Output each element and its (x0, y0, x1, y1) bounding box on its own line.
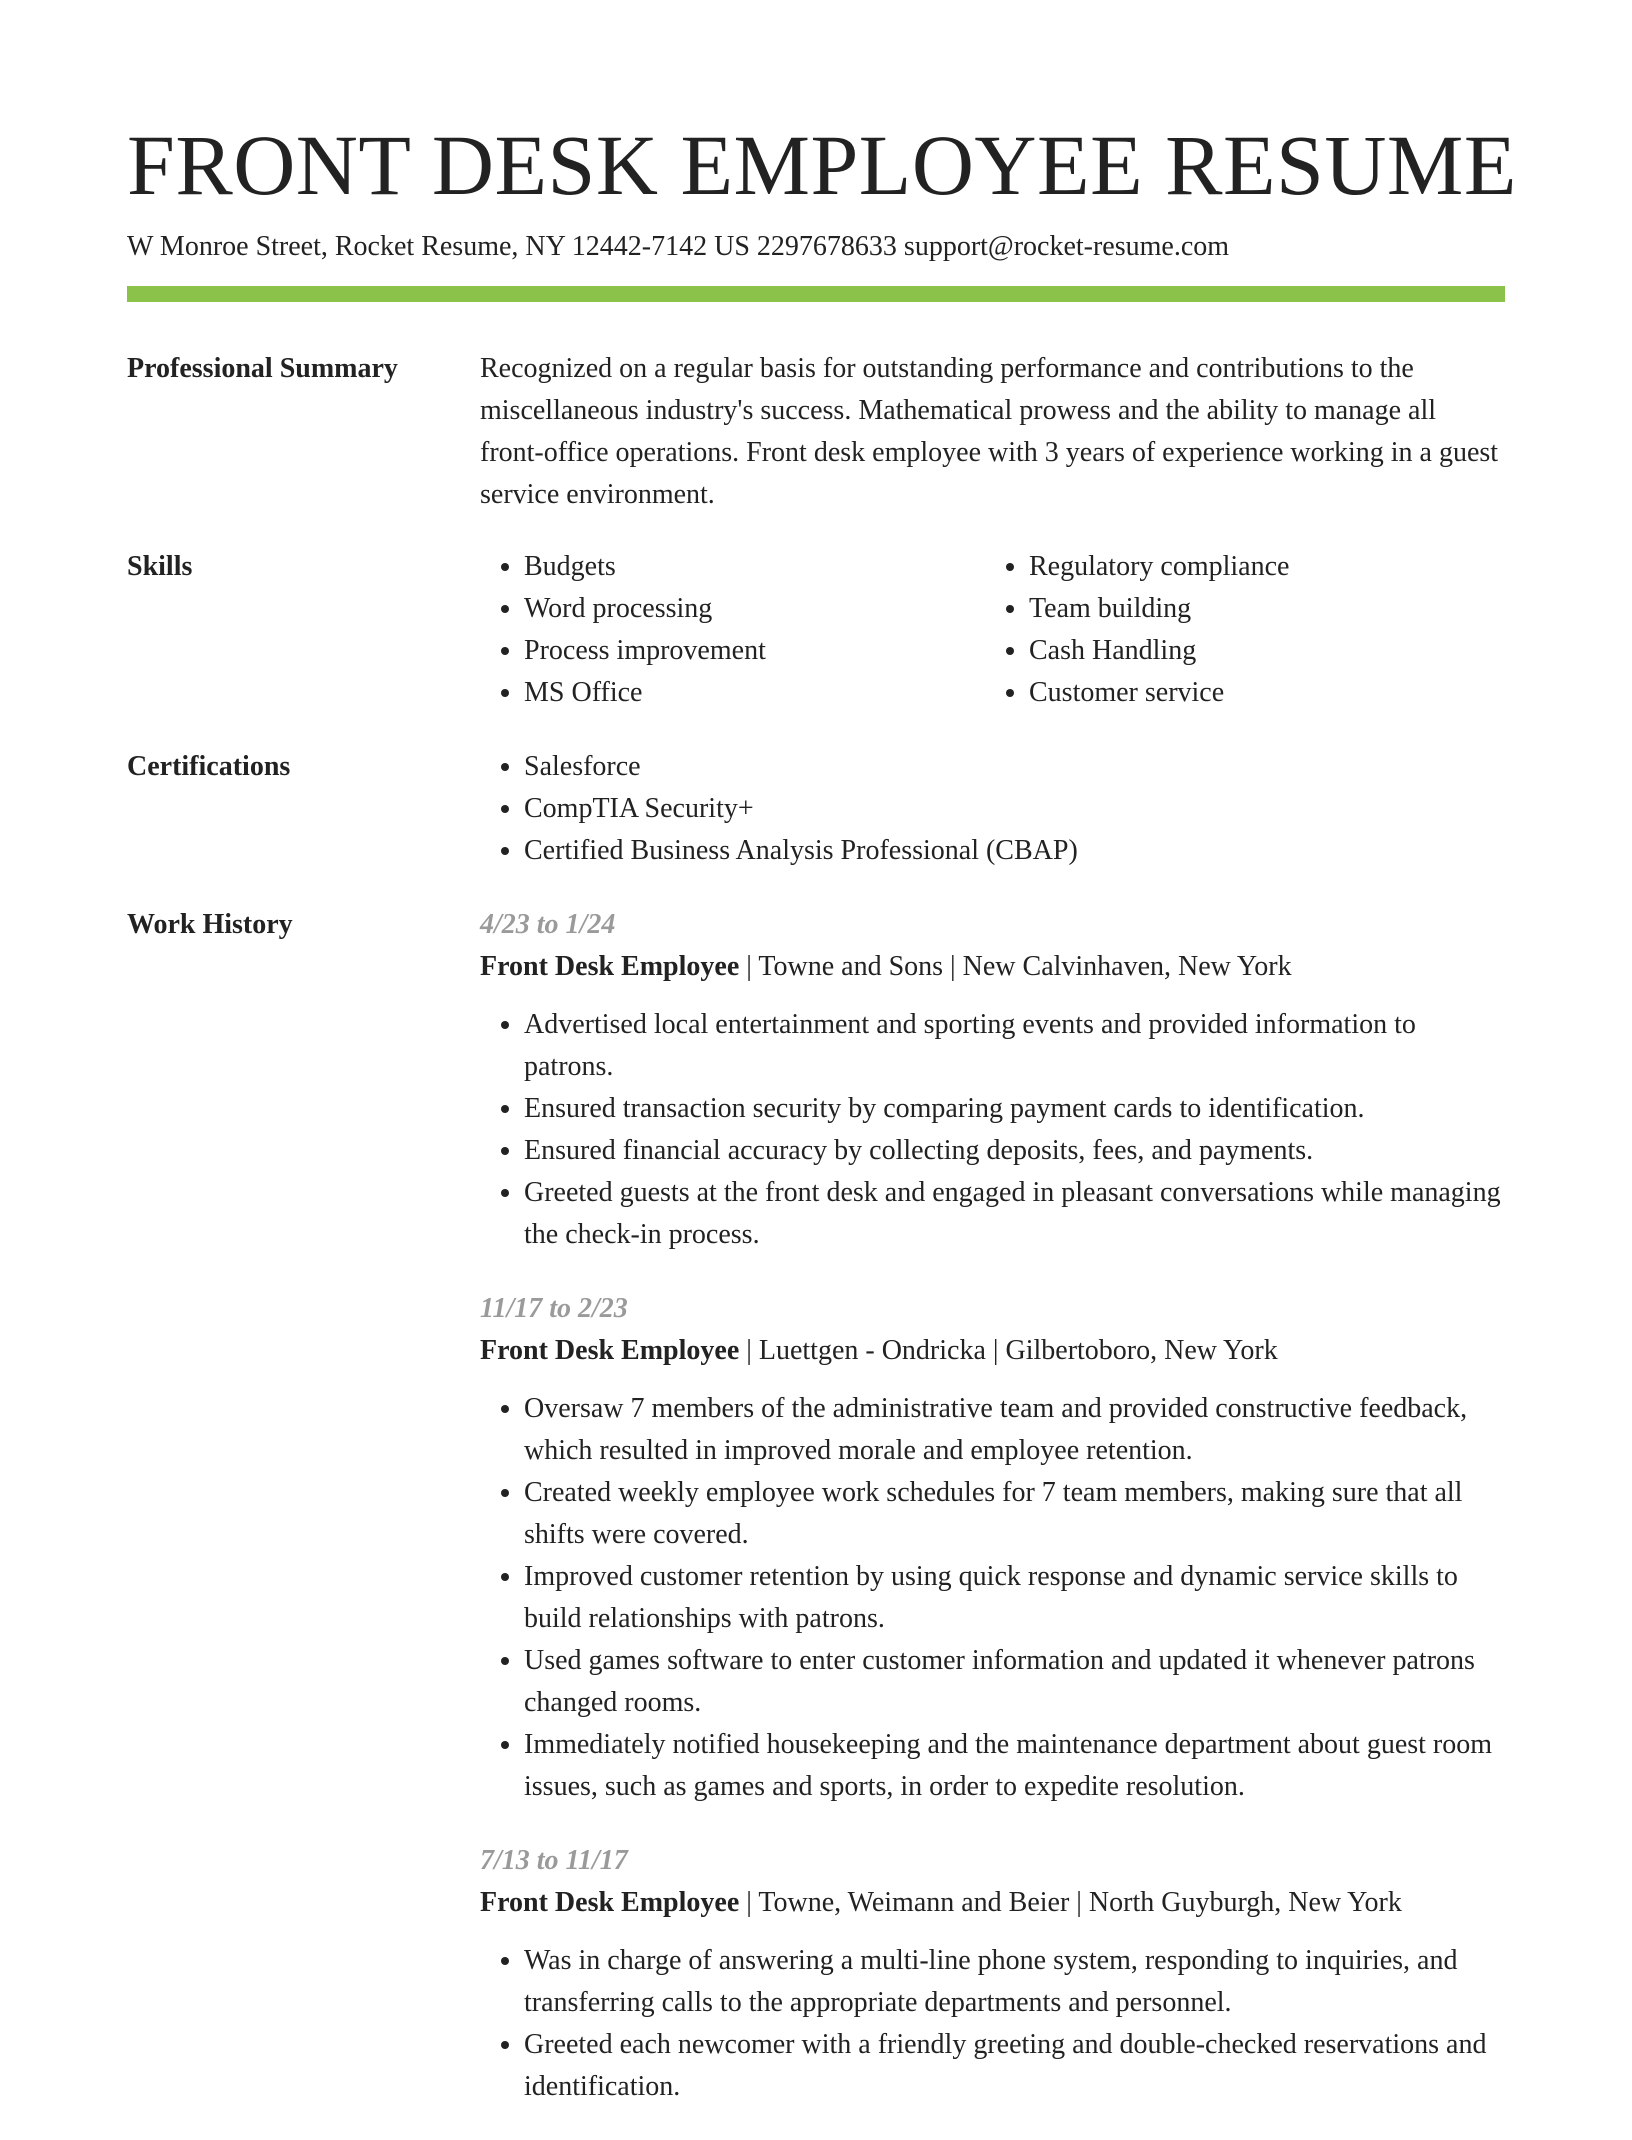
job-title: Front Desk Employee (480, 951, 740, 982)
job-bullet: • Used games software to enter customer information and updated it whenever patrons changed rooms. (524, 1640, 1505, 1724)
summary-text: Recognized on a regular basis for outstanding performance and contributions to the miscellaneous industry's success. Mathematical prowess and the ability to manage all front-office operations. Front desk employee with 3 years of experience working in a guest service environment. (480, 353, 1499, 510)
skill-item: • Word processing (524, 588, 985, 630)
certifications-label: Certifications (127, 751, 291, 782)
job-details: | Towne, Weimann and Beier | North Guyburgh, New York (739, 1887, 1402, 1918)
skill-item: • Cash Handling (1029, 630, 1490, 672)
job-bullet: • Greeted each newcomer with a friendly greeting and double-checked reservations and identification. (524, 2024, 1505, 2108)
job-bullets (480, 1004, 1505, 1256)
job-title: Front Desk Employee (480, 1335, 740, 1366)
contact-line: W Monroe Street, Rocket Resume, NY 12442-7142 US 2297678633 support@rocket-resume.com (127, 231, 1230, 262)
job-heading (480, 1882, 1505, 1924)
certifications-list (480, 746, 1505, 872)
job-bullet: • Oversaw 7 members of the administrative team and provided constructive feedback, which resulted in improved morale and employee retention. (524, 1388, 1505, 1472)
skill-item: • Process improvement (524, 630, 985, 672)
accent-rule (127, 286, 1505, 302)
job-bullet: • Created weekly employee work schedules for 7 team members, making sure that all shifts were covered. (524, 1472, 1505, 1556)
job-heading (480, 946, 1505, 988)
job-bullet: • Improved customer retention by using quick response and dynamic service skills to build relationships with patrons. (524, 1556, 1505, 1640)
skills-body (480, 546, 1505, 714)
skills-column-2 (985, 546, 1490, 714)
resume-title: FRONT DESK EMPLOYEE RESUME (127, 117, 1517, 213)
job-date: 4/23 to 1/24 (480, 909, 616, 940)
skills-column-1 (480, 546, 985, 714)
summary-body (480, 348, 1505, 516)
job-heading (480, 1330, 1505, 1372)
skill-item: • Budgets (524, 546, 985, 588)
skills-list-2 (985, 546, 1490, 714)
work-history-label: Work History (127, 909, 293, 940)
certification-item: • Certified Business Analysis Professional (CBAP) (524, 830, 1505, 872)
job-entry (480, 904, 1505, 1256)
job-date: 11/17 to 2/23 (480, 1293, 628, 1324)
skills-label: Skills (127, 551, 193, 582)
certification-item: • CompTIA Security+ (524, 788, 1505, 830)
skill-item: • Customer service (1029, 672, 1490, 714)
skills-list-1 (480, 546, 985, 714)
skill-item: • MS Office (524, 672, 985, 714)
job-title: Front Desk Employee (480, 1887, 740, 1918)
job-date: 7/13 to 11/17 (480, 1845, 628, 1876)
job-bullets (480, 1388, 1505, 1808)
job-details: | Towne and Sons | New Calvinhaven, New York (739, 951, 1292, 982)
certification-item: • Salesforce (524, 746, 1505, 788)
job-bullet: • Was in charge of answering a multi-line phone system, responding to inquiries, and transferring calls to the appropriate departments and personnel. (524, 1940, 1505, 2024)
job-bullet: • Advertised local entertainment and sporting events and provided information to patrons. (524, 1004, 1505, 1088)
job-bullets (480, 1940, 1505, 2108)
skill-item: • Team building (1029, 588, 1490, 630)
job-bullet: • Ensured transaction security by comparing payment cards to identification. (524, 1088, 1505, 1130)
job-bullet: • Greeted guests at the front desk and engaged in pleasant conversations while managing the check-in process. (524, 1172, 1505, 1256)
skill-item: • Regulatory compliance (1029, 546, 1490, 588)
summary-label: Professional Summary (127, 353, 398, 384)
job-bullet: • Ensured financial accuracy by collecting deposits, fees, and payments. (524, 1130, 1505, 1172)
certifications-body (480, 746, 1505, 872)
job-bullet: • Immediately notified housekeeping and the maintenance department about guest room issues, such as games and sports, in order to expedite resolution. (524, 1724, 1505, 1808)
job-entry (480, 1840, 1505, 2108)
job-details: | Luettgen - Ondricka | Gilbertoboro, New York (739, 1335, 1278, 1366)
work-history-body (480, 904, 1505, 2140)
job-entry (480, 1288, 1505, 1808)
